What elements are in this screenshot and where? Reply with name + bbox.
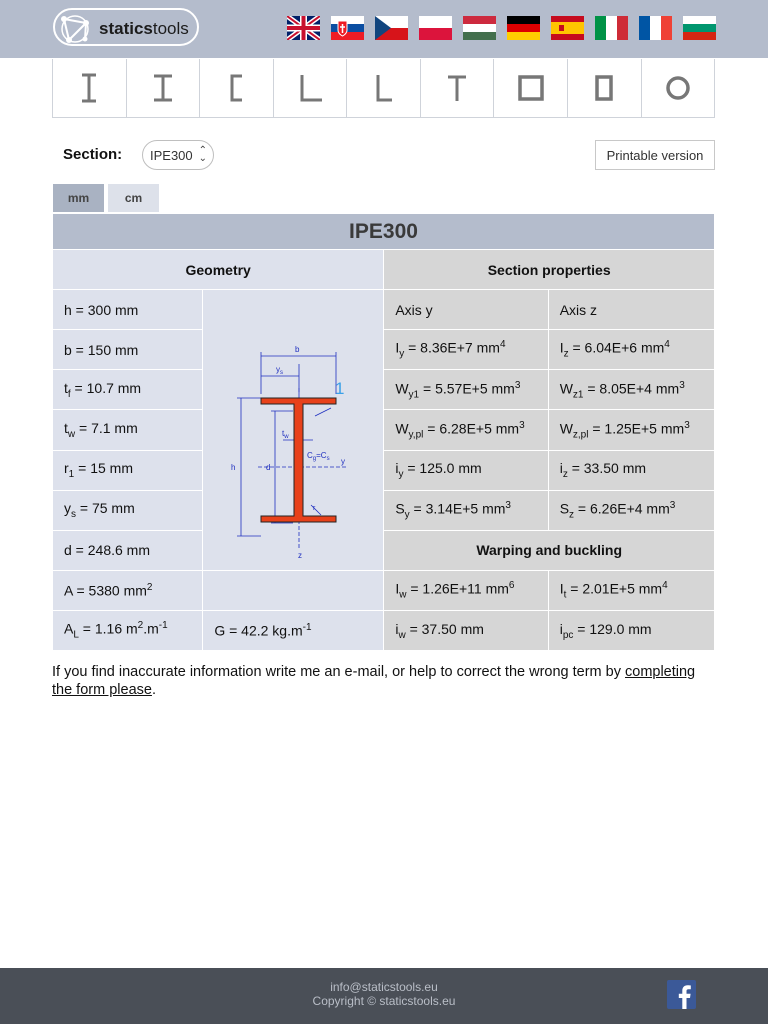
- section-select[interactable]: [142, 140, 214, 170]
- germany-flag[interactable]: [507, 16, 540, 40]
- geometry-value: b = 150 mm: [53, 330, 203, 370]
- tee-section-icon[interactable]: [421, 59, 495, 117]
- site-footer: [0, 968, 768, 1024]
- section-table: [52, 213, 715, 651]
- geometry-value: $t_f = 10.7$ mm: [53, 370, 203, 410]
- bulgaria-flag[interactable]: [683, 16, 716, 40]
- section-properties-header: Section properties: [384, 250, 715, 290]
- property-value: $I_t = 2.01E+5$ $mm^4$: [548, 571, 714, 611]
- uk-flag[interactable]: [287, 16, 320, 40]
- geometry-value: $t_w = 7.1$ mm: [53, 410, 203, 450]
- logo-mark-icon: [57, 11, 93, 47]
- unit-cm-button[interactable]: cm: [108, 184, 159, 212]
- section-figure: [203, 290, 384, 571]
- axis-y-header: Axis y: [384, 290, 548, 330]
- geometry-value: A = 5380 $mm^2$: [53, 571, 203, 611]
- hungary-flag[interactable]: [463, 16, 496, 40]
- geometry-value: d = 248.6 mm: [53, 530, 203, 570]
- geometry-value: $r_1 = 15$ mm: [53, 450, 203, 490]
- geometry-header: Geometry: [53, 250, 384, 290]
- property-value: $S_z = 6.26E+4$ $mm^3$: [548, 490, 714, 530]
- upe-channel-icon[interactable]: [200, 59, 274, 117]
- section-title: IPE300: [53, 214, 715, 250]
- language-flags: [287, 16, 716, 40]
- unequal-angle-icon[interactable]: [347, 59, 421, 117]
- staticstools-logo[interactable]: [53, 8, 199, 46]
- printable-version-button[interactable]: Printable version: [595, 140, 715, 170]
- figure-spacer: [203, 571, 384, 611]
- svg-text:Cg=Cs: $C_g=C_s$: [307, 451, 330, 462]
- feedback-note: If you find inaccurate information write me an e-mail, or help to correct the wrong term by completing the form please.: [52, 664, 696, 698]
- figure-label-d: d: [266, 463, 271, 472]
- circular-tube-icon[interactable]: [642, 59, 715, 117]
- property-value: $S_y = 3.14E+5$ $mm^3$: [384, 490, 548, 530]
- svg-text:ys: $y_s$: [276, 365, 284, 376]
- figure-label-h: h: [231, 463, 236, 472]
- section-label: Section:: [63, 146, 123, 163]
- geometry-value: h = 300 mm: [53, 290, 203, 330]
- ipe-cross-section-drawing: [203, 290, 383, 570]
- figure-label-r: r: [313, 505, 316, 512]
- slovakia-flag[interactable]: [331, 16, 364, 40]
- site-header: [0, 0, 768, 58]
- figure-label-y: y: [341, 457, 346, 466]
- footer-copyright: Copyright © staticstools.eu: [312, 994, 456, 1008]
- figure-label-1: 1: [335, 379, 345, 398]
- equal-angle-icon[interactable]: [274, 59, 348, 117]
- section-type-bar: [52, 59, 715, 118]
- spain-flag[interactable]: [551, 16, 584, 40]
- property-value: $W_{z1} = 8.05E+4$ $mm^3$: [548, 370, 714, 410]
- property-value: $W_{z,pl} = 1.25E+5$ $mm^3$: [548, 410, 714, 450]
- italy-flag[interactable]: [595, 16, 628, 40]
- chevron-updown-icon: ⌃ ⌄: [198, 145, 207, 164]
- property-value: $W_{y,pl} = 6.28E+5$ $mm^3$: [384, 410, 548, 450]
- svg-text:tw: $t_w$: [282, 429, 289, 440]
- geometry-value: $y_s = 75$ mm: [53, 490, 203, 530]
- warping-buckling-header: Warping and buckling: [384, 530, 715, 570]
- property-value: $I_z = 6.04E+6$ $mm^4$: [548, 330, 714, 370]
- france-flag[interactable]: [639, 16, 672, 40]
- facebook-icon[interactable]: [667, 980, 696, 1009]
- hea-section-icon[interactable]: [127, 59, 201, 117]
- ipe-section-icon[interactable]: [53, 59, 127, 117]
- axis-z-header: Axis z: [548, 290, 714, 330]
- figure-label-b: b: [295, 345, 300, 354]
- logo-text: staticstools: [99, 19, 189, 38]
- property-value: $i_w = 37.50$ mm: [384, 611, 548, 651]
- square-tube-icon[interactable]: [494, 59, 568, 117]
- completing-form-link[interactable]: completing the form please: [52, 664, 696, 698]
- surface-area-value: $A_L = 1.16$ $m^2.m^{-1}$: [53, 611, 203, 651]
- czech-flag[interactable]: [375, 16, 408, 40]
- poland-flag[interactable]: [419, 16, 452, 40]
- property-value: $I_y = 8.36E+7$ $mm^4$: [384, 330, 548, 370]
- property-value: $W_{y1} = 5.57E+5$ $mm^3$: [384, 370, 548, 410]
- rectangular-tube-icon[interactable]: [568, 59, 642, 117]
- figure-label-z: z: [298, 551, 303, 560]
- property-value: $i_z = 33.50$ mm: [548, 450, 714, 490]
- footer-email[interactable]: info@staticstools.eu: [330, 980, 438, 994]
- unit-toggle: [53, 184, 159, 212]
- unit-mm-button[interactable]: mm: [53, 184, 104, 212]
- property-value: $i_y = 125.0$ mm: [384, 450, 548, 490]
- weight-value: G = 42.2 $kg.m^{-1}$: [203, 611, 384, 651]
- section-select-value: IPE300: [150, 147, 193, 163]
- property-value: $i_{pc} = 129.0$ mm: [548, 611, 714, 651]
- property-value: $I_w = 1.26E+11$ $mm^6$: [384, 571, 548, 611]
